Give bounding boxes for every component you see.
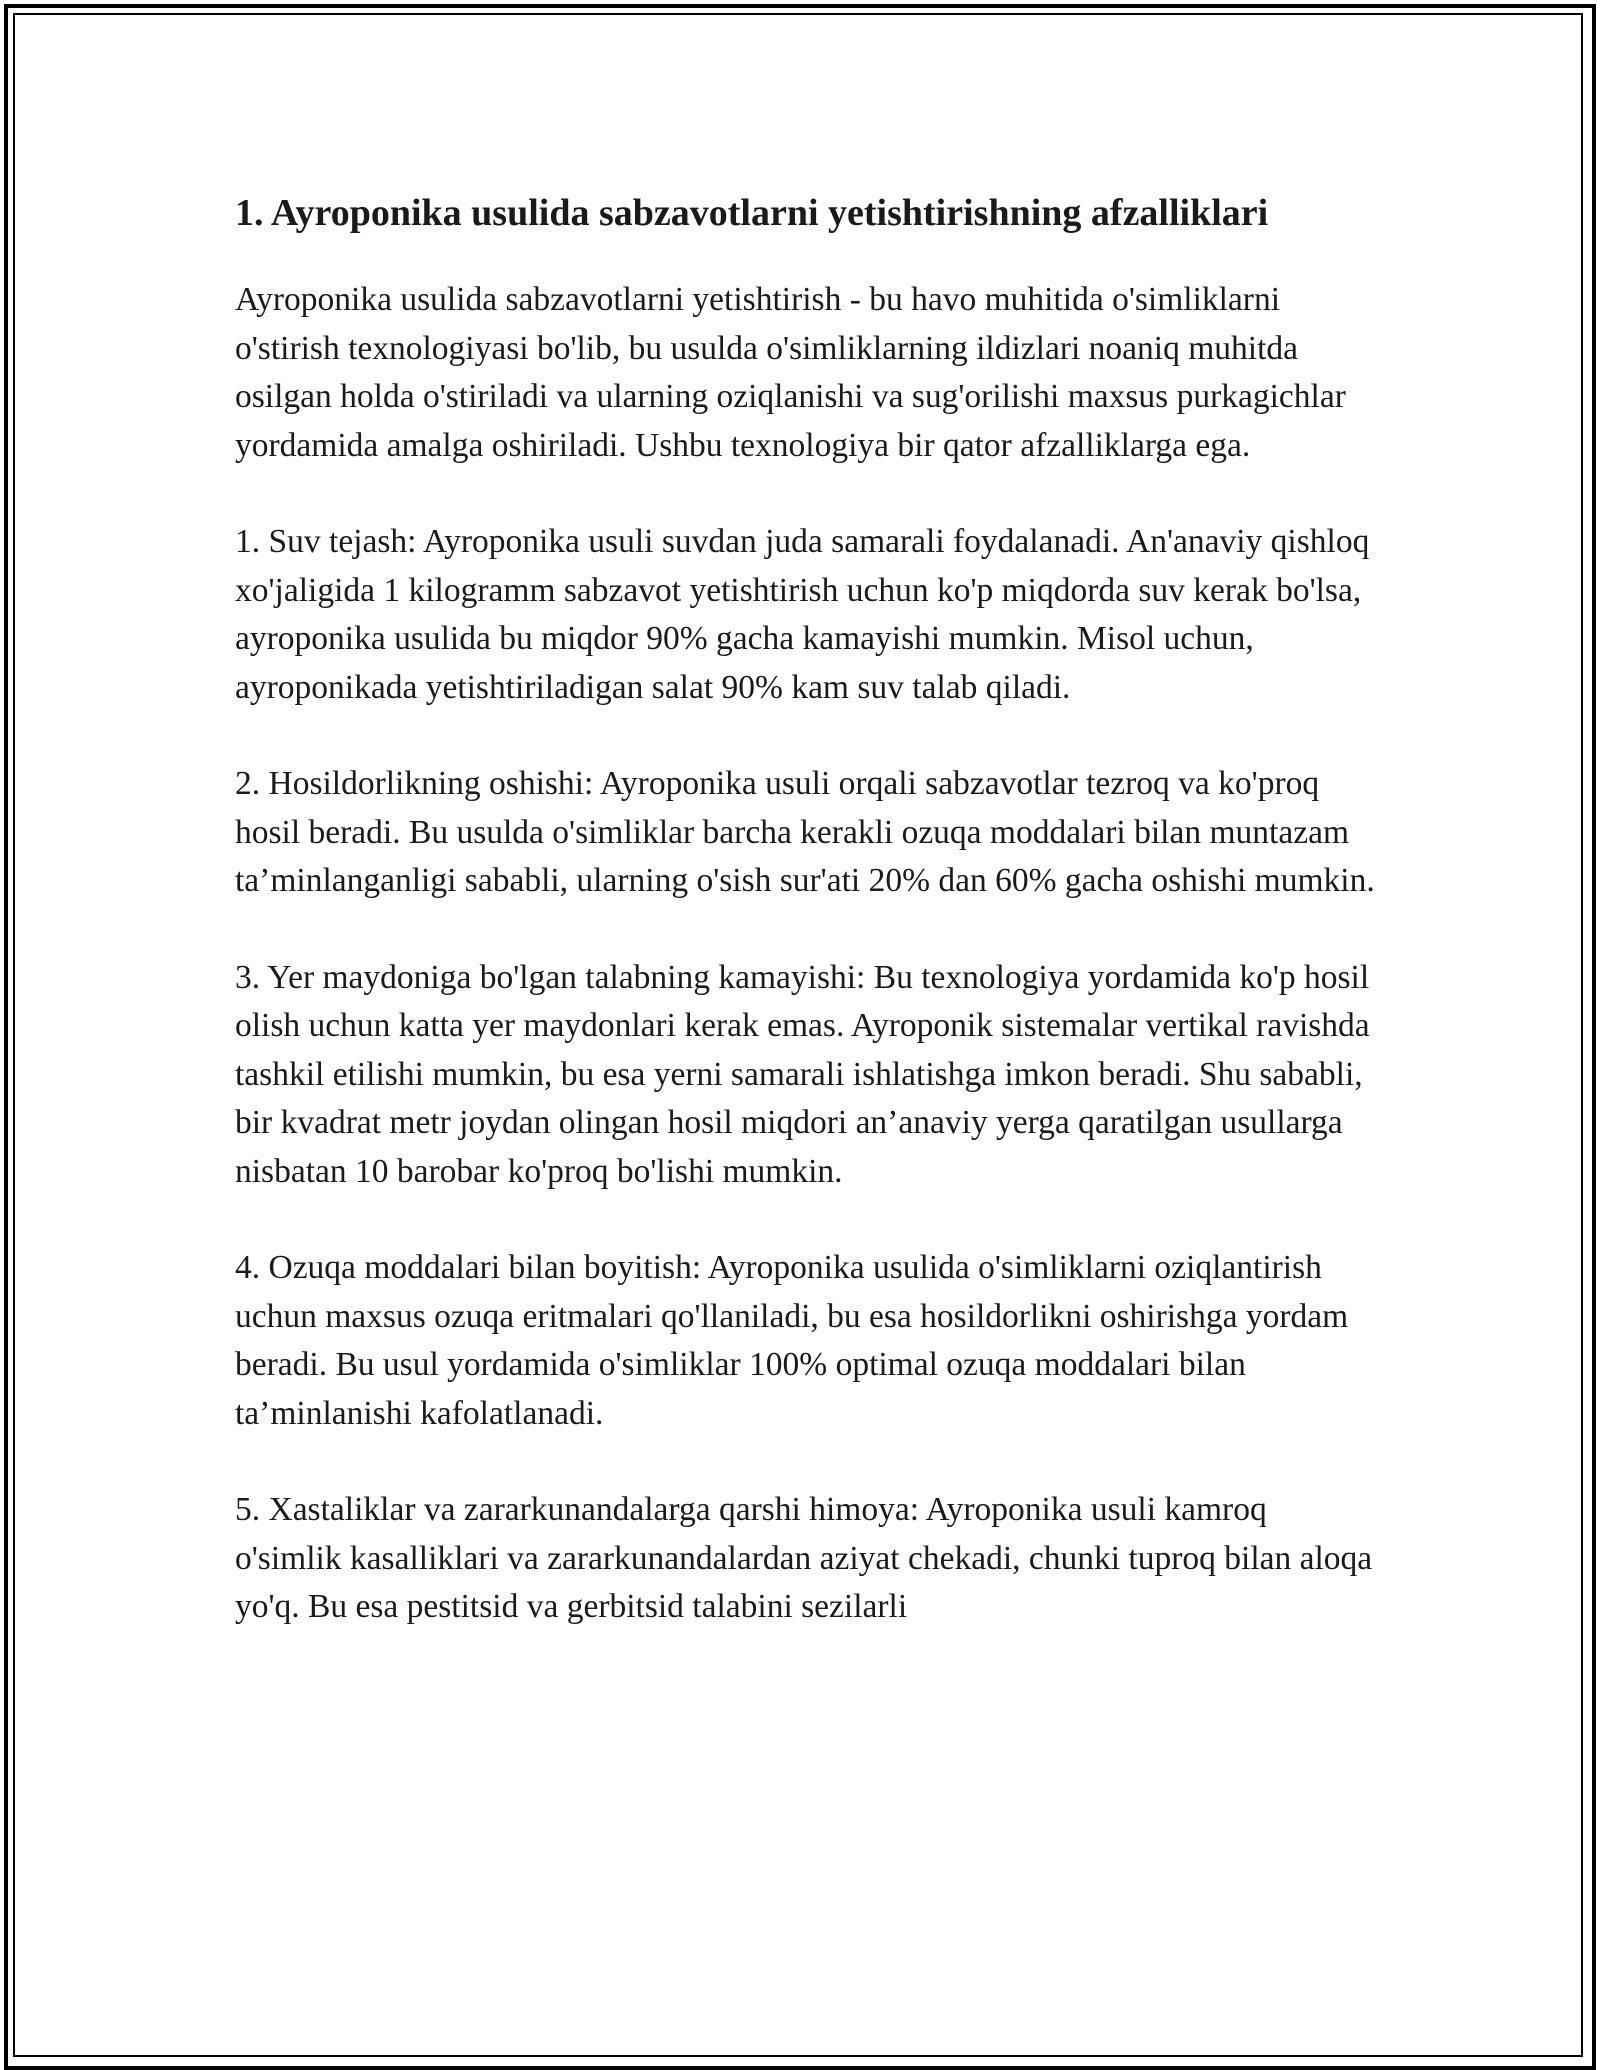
paragraph-yield-increase: 2. Hosildorlikning oshishi: Ayroponika usuli orqali sabzavotlar tezroq va ko'proq hosil beradi. Bu usulda o'simliklar barcha kerakli ozuqa moddalari bilan muntazam ta’minlanganligi sababli, ularning o'sish sur'ati 20% dan 60% gacha oshishi mumkin. [235, 765, 1375, 899]
paragraph-disease-protection: 5. Xastaliklar va zararkunandalarga qarshi himoya: Ayroponika usuli kamroq o'simlik kasalliklari va zararkunandalardan aziyat chekadi, chunki tuproq bilan aloqa yo'q. Bu esa pestitsid va gerbitsid talabini sezilarli [235, 1491, 1373, 1625]
paragraph-intro: Ayroponika usulida sabzavotlarni yetishtirish - bu havo muhitida o'simliklarni o'stirish texnologiyasi bo'lib, bu usulda o'simliklarning ildizlari noaniq muhitda osilgan holda o'stiriladi va ularning oziqlanishi va sug'orilishi maxsus purkagichlar yordamida amalga oshiriladi. Ushbu texnologiya bir qator afzalliklarga ega. [235, 281, 1346, 464]
paragraph-nutrient-enrichment: 4. Ozuqa moddalari bilan boyitish: Ayroponika usulida o'simliklarni oziqlantirish uchun maxsus ozuqa eritmalari qo'llaniladi, bu esa hosildorlikni oshirishga yordam beradi. Bu usul yordamida o'simliklar 100% optimal ozuqa moddalari bilan ta’minlanishi kafolatlanadi. [235, 1249, 1349, 1432]
document-body [235, 186, 1375, 1680]
paragraph-water-saving: 1. Suv tejash: Ayroponika usuli suvdan juda samarali foydalanadi. An'anaviy qishloq xo'jaligida 1 kilogramm sabzavot yetishtirish uchun ko'p miqdorda suv kerak bo'lsa, ayroponika usulida bu miqdor 90% gacha kamayishi mumkin. Misol uchun, ayroponikada yetishtiriladigan salat 90% kam suv talab qiladi. [235, 523, 1370, 706]
document-title: 1. Ayroponika usulida sabzavotlarni yetishtirishning afzalliklari [235, 192, 1269, 234]
paragraph-land-demand: 3. Yer maydoniga bo'lgan talabning kamayishi: Bu texnologiya yordamida ko'p hosil olish uchun katta yer maydonlari kerak emas. Ayroponik sistemalar vertikal ravishda tashkil etilishi mumkin, bu esa yerni samarali ishlatishga imkon beradi. Shu sababli, bir kvadrat metr joydan olingan hosil miqdori an’anaviy yerga qaratilgan usullarga nisbatan 10 barobar ko'proq bo'lishi mumkin. [235, 958, 1370, 1190]
